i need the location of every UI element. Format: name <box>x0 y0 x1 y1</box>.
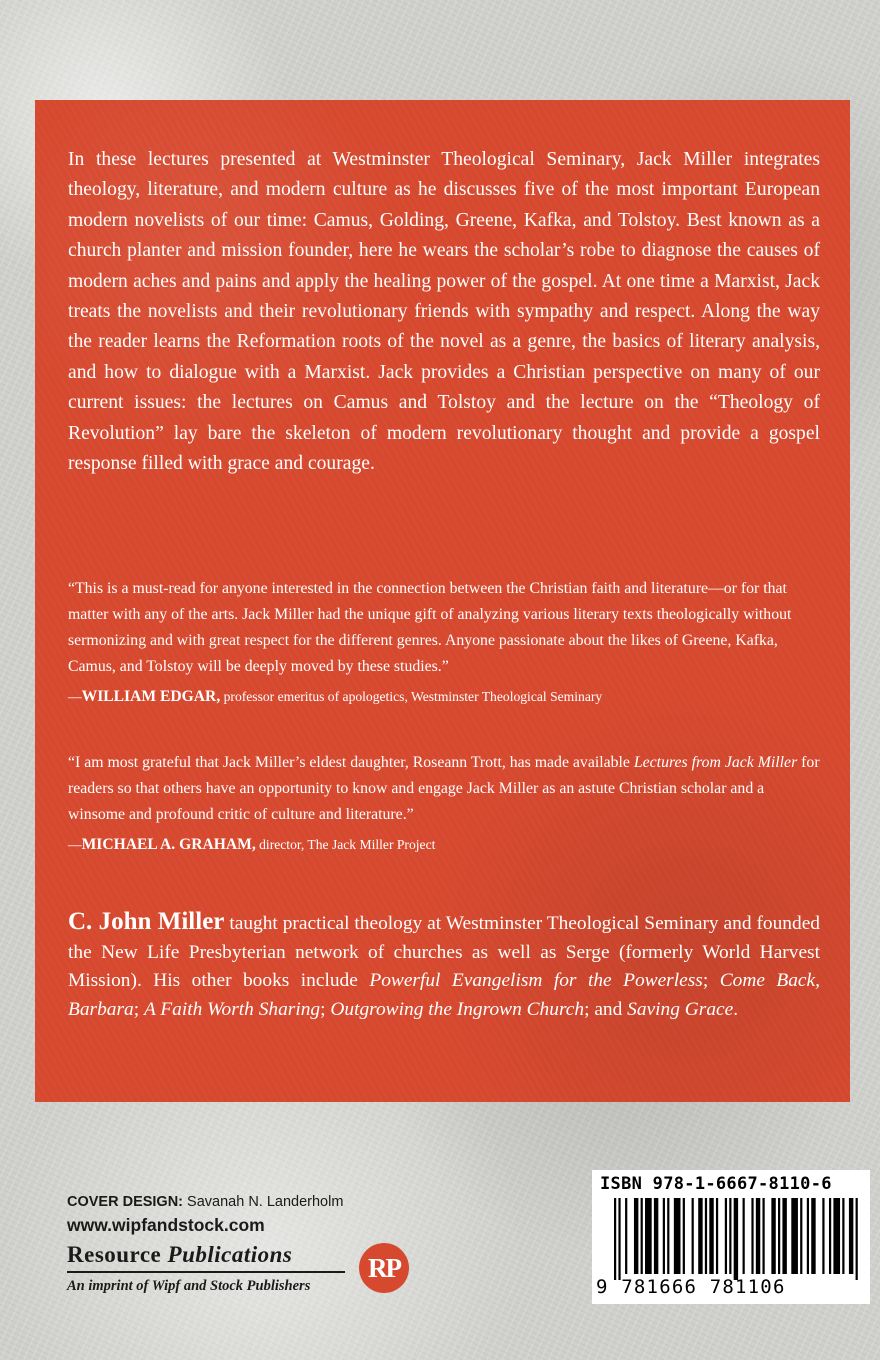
endorsement-quote <box>68 750 820 828</box>
barcode-bar <box>856 1198 858 1280</box>
publisher-rule <box>67 1271 345 1273</box>
barcode-bar <box>811 1198 815 1274</box>
barcode-bar <box>618 1198 620 1280</box>
author-bio <box>68 908 820 1024</box>
publisher-block <box>67 1240 345 1296</box>
barcode-bar <box>734 1198 738 1280</box>
barcode-bar <box>625 1198 627 1274</box>
credits <box>67 1192 343 1238</box>
separator: ; <box>133 998 144 1020</box>
barcode-bar <box>822 1198 824 1274</box>
isbn-number: ISBN 978-1-6667-8110-6 <box>600 1174 832 1194</box>
barcode-bar <box>751 1198 753 1274</box>
publisher-name <box>67 1240 345 1270</box>
endorsement-quote: “This is a must-read for anyone interested in the connection between the Christian faith and literature—or for that matter with any of the arts. Jack Miller had the unique gift of analyzing various literary texts theologically without sermonizing and with great respect for the different genres. Anyone passionate about the likes of Greene, Kafka, Camus, and Tolstoy will be deeply moved by these studies.” <box>68 580 792 675</box>
book-title: Powerful Evangelism for the Powerless <box>369 970 703 992</box>
back-cover-panel <box>35 100 850 1102</box>
barcode-bar <box>641 1198 643 1274</box>
book-title: Saving Grace <box>627 998 734 1020</box>
barcode-bar <box>729 1198 731 1274</box>
endorsement-attribution <box>68 832 820 858</box>
barcode-bar <box>725 1198 727 1274</box>
barcode-bar <box>800 1198 802 1274</box>
publisher-name-part: Resource <box>67 1242 168 1267</box>
barcode-bar <box>663 1198 665 1274</box>
barcode-bar <box>778 1198 780 1274</box>
endorsement-attribution <box>68 684 820 710</box>
imprint-line: An imprint of Wipf and Stock Publishers <box>67 1278 311 1294</box>
barcode-bar <box>833 1198 840 1274</box>
barcode-bar <box>849 1198 853 1274</box>
author-name: C. John Miller <box>68 908 225 935</box>
barcode-bar <box>614 1198 616 1280</box>
barcode-bar <box>842 1198 844 1274</box>
endorser-role: professor emeritus of apologetics, Westminster Theological Seminary <box>220 689 603 704</box>
book-title: A Faith Worth Sharing <box>143 998 321 1020</box>
endorser-role: director, The Jack Miller Project <box>255 837 436 852</box>
book-title: Come Back, Barbara <box>68 970 820 1020</box>
cover-design-label: COVER DESIGN: <box>67 1194 184 1210</box>
barcode-bar <box>645 1198 652 1274</box>
barcode-bar <box>762 1198 764 1274</box>
quote-text: for readers so that others have an opportunity to know and engage Jack Miller as an astute Christian scholar and a winsome and profound critic of culture and literature.” <box>68 754 820 823</box>
barcode-bar <box>807 1198 809 1274</box>
barcode-bar <box>709 1198 713 1274</box>
cover-designer-name: Savanah N. Landerholm <box>183 1194 344 1210</box>
barcode-bar <box>716 1198 718 1274</box>
attribution-dash: — <box>68 689 82 704</box>
publisher-name-part: Publications <box>167 1242 293 1267</box>
rp-logo-icon: RP <box>359 1243 409 1293</box>
isbn-barcode <box>592 1170 870 1304</box>
separator: . <box>733 998 739 1020</box>
barcode-bar <box>692 1198 694 1274</box>
book-description: In these lectures presented at Westminster Theological Seminary, Jack Miller integrates theology, literature, and modern culture as he discusses five of the most important European modern novelists of our time: Camus, Golding, Greene, Kafka, and Tolstoy. Best known as a church planter and mission founder, here he wears the scholar’s robe to diagnose the causes of modern aches and pains and apply the healing power of the gospel. At one time a Marxist, Jack treats the novelists and their revolutionary friends with sympathy and respect. Along the way the reader learns the Reformation roots of the novel as a genre, the basics of literary analysis, and how to dialogue with a Marxist. Jack provides a Christian perspective on many of our current issues: the lectures on Camus and Tolstoy and the lecture on the “Theology of Revolution” lay bare the skeleton of modern revolutionary thought and provide a gospel response filled with grace and courage. <box>68 149 820 475</box>
cover-design-credit <box>67 1192 343 1212</box>
attribution-dash: — <box>68 837 82 852</box>
bio-text: taught practical theology at Westminster Theological Seminary and founded the New Life Presbyterian network of churches as well as Serge (formerly World Harvest Mission). His other books include <box>68 913 820 992</box>
separator: ; <box>320 998 331 1020</box>
barcode-bar <box>683 1198 685 1274</box>
endorser-name: MICHAEL A. GRAHAM, <box>81 836 256 853</box>
endorsement-1 <box>68 576 820 710</box>
barcode-bar <box>674 1198 681 1274</box>
quote-text: “I am most grateful that Jack Miller’s eldest daughter, Roseann Trott, has made available <box>68 754 634 771</box>
separator: ; and <box>584 998 628 1020</box>
publisher-website: www.wipfandstock.com <box>67 1215 265 1235</box>
barcode-digits: 9 781666 781106 <box>596 1276 786 1298</box>
book-title: Outgrowing the Ingrown Church <box>330 998 585 1020</box>
barcode-bar <box>667 1198 669 1274</box>
barcode-bars <box>614 1198 860 1280</box>
barcode-bar <box>634 1198 638 1274</box>
endorsement-2 <box>68 750 820 858</box>
barcode-bar <box>743 1198 745 1274</box>
barcode-bar <box>829 1198 831 1274</box>
quote-book-title: Lectures from Jack Miller <box>633 754 798 771</box>
barcode-bar <box>791 1198 798 1274</box>
barcode-bar <box>782 1198 786 1274</box>
barcode-bar <box>654 1198 658 1274</box>
separator: ; <box>702 970 720 992</box>
barcode-bar <box>698 1198 702 1274</box>
barcode-bar <box>771 1198 775 1274</box>
barcode-bar <box>705 1198 707 1274</box>
endorser-name: WILLIAM EDGAR, <box>81 688 221 705</box>
barcode-bar <box>756 1198 760 1274</box>
